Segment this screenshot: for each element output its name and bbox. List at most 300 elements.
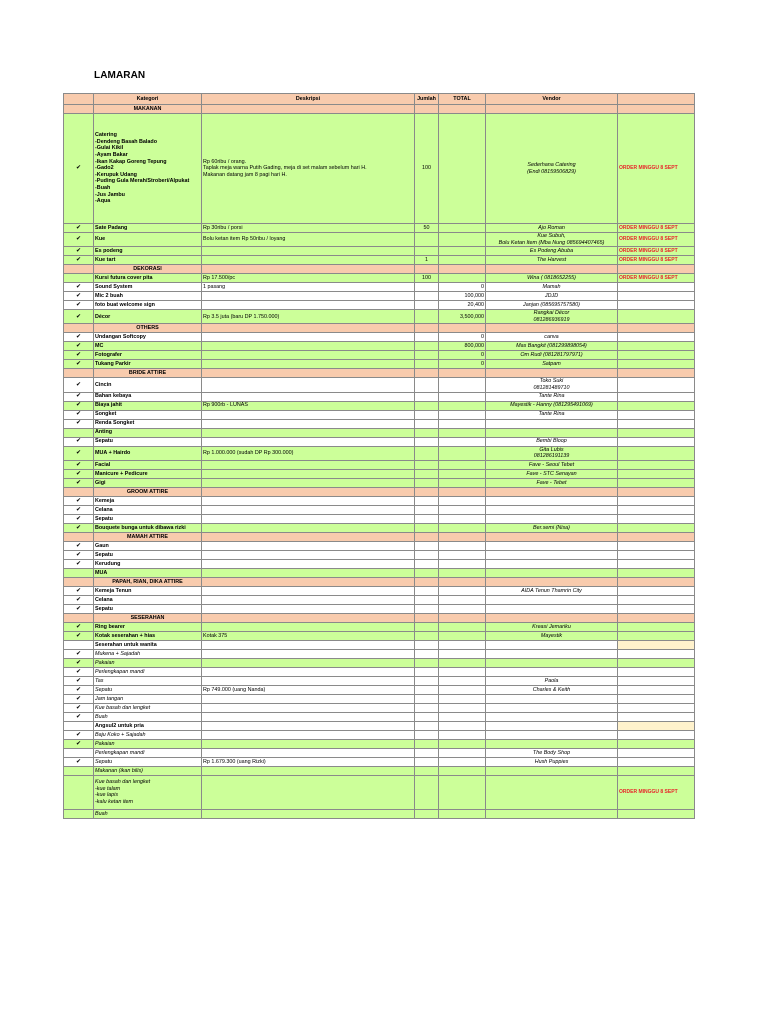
empty-cell	[202, 613, 415, 622]
header-status	[618, 94, 695, 105]
check-cell	[64, 532, 94, 541]
row-kategori: Kue	[94, 233, 202, 247]
row-vendor	[486, 658, 618, 667]
check-icon: ✔	[64, 410, 94, 419]
row-total	[439, 256, 486, 265]
section-label: SESERAHAN	[94, 613, 202, 622]
row-deskripsi	[202, 256, 415, 265]
row-jumlah	[415, 757, 439, 766]
table-row	[64, 446, 695, 460]
row-jumlah	[415, 333, 439, 342]
row-total	[439, 775, 486, 809]
row-deskripsi	[202, 478, 415, 487]
row-vendor	[486, 559, 618, 568]
cell-line: -Buah	[95, 184, 111, 191]
empty-cell	[618, 105, 695, 114]
table-row	[64, 595, 695, 604]
row-vendor: Janjan (085695757580)	[486, 301, 618, 310]
row-deskripsi: Kotak 375	[202, 631, 415, 640]
row-total	[439, 604, 486, 613]
check-icon: ✔	[64, 351, 94, 360]
row-kategori: Sate Padang	[94, 224, 202, 233]
table-row	[64, 283, 695, 292]
row-total	[439, 748, 486, 757]
row-status	[618, 730, 695, 739]
table-row	[64, 514, 695, 523]
row-deskripsi	[202, 730, 415, 739]
header-total: TOTAL	[439, 94, 486, 105]
check-icon: ✔	[64, 292, 94, 301]
check-icon: ✔	[64, 703, 94, 712]
cell-line: -Puding Gula Merah/Stroberi/Alpukat	[95, 178, 190, 185]
table-row	[64, 378, 695, 392]
row-status: ORDER MINGGU 8 SEPT	[618, 247, 695, 256]
row-deskripsi	[202, 712, 415, 721]
check-icon: ✔	[64, 496, 94, 505]
row-status	[618, 703, 695, 712]
row-vendor: canva	[486, 333, 618, 342]
row-vendor: Es Podeng Abuba	[486, 247, 618, 256]
row-kategori: foto buat welcome sign	[94, 301, 202, 310]
row-jumlah	[415, 631, 439, 640]
check-icon: ✔	[64, 224, 94, 233]
check-icon: ✔	[64, 419, 94, 428]
row-status: ORDER MINGGU 8 SEPT	[618, 256, 695, 265]
table-row	[64, 631, 695, 640]
row-deskripsi	[202, 419, 415, 428]
check-icon: ✔	[64, 757, 94, 766]
row-total: 20,400	[439, 301, 486, 310]
row-jumlah: 100	[415, 114, 439, 224]
empty-cell	[486, 487, 618, 496]
row-kategori: MUA	[94, 568, 202, 577]
row-jumlah	[415, 775, 439, 809]
empty-cell	[202, 265, 415, 274]
table-row	[64, 342, 695, 351]
row-total	[439, 224, 486, 233]
table-row	[64, 640, 695, 649]
row-jumlah	[415, 559, 439, 568]
row-jumlah	[415, 351, 439, 360]
check-icon: ✔	[64, 658, 94, 667]
row-kategori: Sepatu	[94, 604, 202, 613]
row-status	[618, 541, 695, 550]
row-deskripsi	[202, 523, 415, 532]
row-vendor: Tante Rina	[486, 392, 618, 401]
row-kategori: Buah	[94, 809, 202, 818]
row-status	[618, 694, 695, 703]
row-total	[439, 649, 486, 658]
cell-line: -Kerupuk Udang	[95, 171, 137, 178]
row-kategori: Manicure + Pedicure	[94, 469, 202, 478]
check-icon	[64, 766, 94, 775]
row-deskripsi: 1 pasang	[202, 283, 415, 292]
row-jumlah	[415, 649, 439, 658]
table-row	[64, 505, 695, 514]
row-kategori: Es podeng	[94, 247, 202, 256]
row-status	[618, 446, 695, 460]
row-kategori: Sepatu	[94, 550, 202, 559]
row-total	[439, 274, 486, 283]
row-deskripsi	[202, 550, 415, 559]
table-row	[64, 333, 695, 342]
table-row	[64, 658, 695, 667]
check-icon: ✔	[64, 559, 94, 568]
table-row	[64, 460, 695, 469]
cell-line: -Ayam Bakar	[95, 152, 128, 159]
row-jumlah	[415, 360, 439, 369]
vendor-line: 081281489710	[533, 384, 570, 391]
row-status	[618, 649, 695, 658]
row-status	[618, 721, 695, 730]
empty-cell	[439, 369, 486, 378]
cell-line: -Dendeng Basah Balado	[95, 138, 158, 145]
row-deskripsi	[202, 292, 415, 301]
row-total	[439, 568, 486, 577]
row-status	[618, 586, 695, 595]
header-jumlah: Jumlah	[415, 94, 439, 105]
check-icon: ✔	[64, 541, 94, 550]
table-row	[64, 694, 695, 703]
section-label: DEKORASI	[94, 265, 202, 274]
row-total	[439, 233, 486, 247]
header-kategori: Kategori	[94, 94, 202, 105]
check-icon: ✔	[64, 604, 94, 613]
row-deskripsi	[202, 392, 415, 401]
row-deskripsi	[202, 766, 415, 775]
row-vendor: Hush Puppies	[486, 757, 618, 766]
row-jumlah	[415, 739, 439, 748]
row-kategori: Kerudung	[94, 559, 202, 568]
cell-line: Catering	[95, 132, 117, 139]
row-vendor	[486, 667, 618, 676]
table-row	[64, 410, 695, 419]
row-deskripsi	[202, 604, 415, 613]
section-label: MAMAH ATTIRE	[94, 532, 202, 541]
row-vendor	[486, 114, 618, 224]
row-vendor: Fave - Seoul Tebet	[486, 460, 618, 469]
check-icon: ✔	[64, 283, 94, 292]
row-deskripsi	[202, 586, 415, 595]
row-total: 100,000	[439, 292, 486, 301]
row-vendor	[486, 496, 618, 505]
row-jumlah	[415, 478, 439, 487]
row-deskripsi: Rp 1.679.300 (uang Rizki)	[202, 757, 415, 766]
row-status	[618, 604, 695, 613]
row-total	[439, 757, 486, 766]
row-jumlah	[415, 694, 439, 703]
empty-cell	[618, 532, 695, 541]
row-deskripsi	[202, 378, 415, 392]
row-vendor	[486, 775, 618, 809]
header-check	[64, 94, 94, 105]
row-total	[439, 460, 486, 469]
vendor-line: Kue Subuh,	[537, 233, 566, 239]
row-jumlah	[415, 310, 439, 324]
table-row	[64, 721, 695, 730]
empty-cell	[202, 369, 415, 378]
row-deskripsi	[202, 748, 415, 757]
row-jumlah	[415, 401, 439, 410]
row-deskripsi	[202, 342, 415, 351]
row-total	[439, 766, 486, 775]
row-kategori: Sepatu	[94, 437, 202, 446]
row-kategori: Celana	[94, 505, 202, 514]
row-kategori: Gigi	[94, 478, 202, 487]
row-deskripsi	[202, 541, 415, 550]
table-row	[64, 360, 695, 369]
row-total	[439, 446, 486, 460]
row-total	[439, 685, 486, 694]
row-status	[618, 410, 695, 419]
row-vendor: JDJD	[486, 292, 618, 301]
row-deskripsi	[202, 351, 415, 360]
row-kategori: Perlengkapan mandi	[94, 667, 202, 676]
section-label: OTHERS	[94, 324, 202, 333]
row-status	[618, 685, 695, 694]
catering-row	[64, 114, 695, 224]
row-status	[618, 478, 695, 487]
row-kategori: Angsul2 untuk pria	[94, 721, 202, 730]
row-jumlah: 100	[415, 274, 439, 283]
empty-cell	[439, 577, 486, 586]
check-icon	[64, 274, 94, 283]
row-deskripsi	[202, 333, 415, 342]
empty-cell	[439, 613, 486, 622]
check-cell	[64, 613, 94, 622]
row-jumlah	[415, 428, 439, 437]
check-icon: ✔	[64, 739, 94, 748]
row-status	[618, 419, 695, 428]
row-kategori: Facial	[94, 460, 202, 469]
row-total	[439, 586, 486, 595]
row-vendor: Ajo Roman	[486, 224, 618, 233]
header-deskripsi: Deskripsi	[202, 94, 415, 105]
row-jumlah	[415, 342, 439, 351]
cell-line: -Aqua	[95, 198, 111, 205]
row-vendor: AIDA Tenun Thamrin City	[486, 586, 618, 595]
table-row	[64, 496, 695, 505]
row-jumlah	[415, 233, 439, 247]
row-deskripsi	[202, 559, 415, 568]
row-total	[439, 514, 486, 523]
empty-cell	[486, 613, 618, 622]
row-jumlah	[415, 676, 439, 685]
check-icon: ✔	[64, 676, 94, 685]
row-vendor	[486, 310, 618, 324]
row-vendor: Paola	[486, 676, 618, 685]
row-vendor	[486, 739, 618, 748]
check-icon	[64, 640, 94, 649]
row-vendor: The Body Shop	[486, 748, 618, 757]
table-row	[64, 766, 695, 775]
check-icon: ✔	[64, 514, 94, 523]
row-vendor	[486, 604, 618, 613]
check-icon: ✔	[64, 247, 94, 256]
row-kategori: Perlengkapan mandi	[94, 748, 202, 757]
table-row	[64, 676, 695, 685]
check-icon: ✔	[64, 550, 94, 559]
row-status	[618, 568, 695, 577]
row-total	[439, 559, 486, 568]
table-row	[64, 247, 695, 256]
row-jumlah	[415, 568, 439, 577]
row-vendor: Mas Bangkit (081299898054)	[486, 342, 618, 351]
empty-cell	[202, 532, 415, 541]
section-row	[64, 532, 695, 541]
row-jumlah	[415, 378, 439, 392]
row-jumlah	[415, 685, 439, 694]
row-kategori: Kotak seserahan + hias	[94, 631, 202, 640]
table-row	[64, 301, 695, 310]
row-kategori: Songket	[94, 410, 202, 419]
table-row	[64, 739, 695, 748]
row-deskripsi	[202, 469, 415, 478]
row-total: 800,000	[439, 342, 486, 351]
row-status	[618, 333, 695, 342]
row-deskripsi	[202, 505, 415, 514]
check-icon: ✔	[64, 437, 94, 446]
row-status	[618, 392, 695, 401]
row-status	[618, 667, 695, 676]
table-row	[64, 274, 695, 283]
row-status	[618, 523, 695, 532]
row-total	[439, 496, 486, 505]
row-jumlah	[415, 523, 439, 532]
row-kategori: Sepatu	[94, 757, 202, 766]
check-icon: ✔	[64, 667, 94, 676]
row-vendor	[486, 419, 618, 428]
check-icon: ✔	[64, 310, 94, 324]
row-jumlah	[415, 446, 439, 460]
check-icon: ✔	[64, 694, 94, 703]
empty-cell	[439, 487, 486, 496]
check-icon: ✔	[64, 460, 94, 469]
row-kategori: Undangan Softcopy	[94, 333, 202, 342]
table-row	[64, 730, 695, 739]
row-vendor	[486, 568, 618, 577]
row-kategori: Kursi futura cover pita	[94, 274, 202, 283]
row-deskripsi	[202, 247, 415, 256]
section-row	[64, 105, 695, 114]
table-row	[64, 712, 695, 721]
row-total	[439, 631, 486, 640]
row-deskripsi	[202, 739, 415, 748]
check-icon	[64, 748, 94, 757]
table-row	[64, 224, 695, 233]
row-deskripsi	[202, 721, 415, 730]
row-status: ORDER MINGGU 8 SEPT	[618, 775, 695, 809]
row-status	[618, 342, 695, 351]
table-row	[64, 586, 695, 595]
row-kategori	[94, 775, 202, 809]
row-total	[439, 667, 486, 676]
check-icon: ✔	[64, 631, 94, 640]
cell-line: Sederhana Catering	[527, 161, 576, 168]
row-total	[439, 478, 486, 487]
row-kategori: Tas	[94, 676, 202, 685]
cell-line: Kue basah dan lengket	[95, 779, 151, 786]
empty-cell	[202, 324, 415, 333]
check-icon: ✔	[64, 523, 94, 532]
row-deskripsi	[202, 694, 415, 703]
cell-line: -kalu ketan item	[95, 798, 134, 805]
vendor-line: 081286936919	[533, 316, 570, 323]
row-jumlah	[415, 721, 439, 730]
row-total	[439, 428, 486, 437]
row-total	[439, 541, 486, 550]
check-icon: ✔	[64, 505, 94, 514]
check-icon: ✔	[64, 469, 94, 478]
row-status	[618, 437, 695, 446]
check-icon: ✔	[64, 649, 94, 658]
section-row	[64, 369, 695, 378]
row-status	[618, 559, 695, 568]
check-icon: ✔	[64, 233, 94, 247]
row-kategori: MUA + Hairdo	[94, 446, 202, 460]
empty-cell	[618, 369, 695, 378]
empty-cell	[439, 532, 486, 541]
row-status	[618, 401, 695, 410]
row-total	[439, 739, 486, 748]
row-total	[439, 595, 486, 604]
empty-cell	[415, 105, 439, 114]
check-icon: ✔	[64, 114, 94, 224]
empty-cell	[202, 105, 415, 114]
table-row	[64, 351, 695, 360]
row-vendor: Mamah	[486, 283, 618, 292]
row-total	[439, 401, 486, 410]
table-row	[64, 685, 695, 694]
row-kategori: Seserahan untuk wanita	[94, 640, 202, 649]
table-row	[64, 523, 695, 532]
row-deskripsi	[202, 360, 415, 369]
row-kategori: Pakaian	[94, 739, 202, 748]
table-row	[64, 809, 695, 818]
table-row	[64, 419, 695, 428]
table-row	[64, 478, 695, 487]
check-icon: ✔	[64, 378, 94, 392]
empty-cell	[415, 532, 439, 541]
row-vendor: The Harvest	[486, 256, 618, 265]
empty-cell	[415, 369, 439, 378]
row-kategori: Renda Songket	[94, 419, 202, 428]
row-status	[618, 676, 695, 685]
row-deskripsi	[202, 640, 415, 649]
row-vendor: Mayestik	[486, 631, 618, 640]
row-kategori: Anting	[94, 428, 202, 437]
row-status: ORDER MINGGU 8 SEPT	[618, 233, 695, 247]
empty-cell	[618, 613, 695, 622]
row-deskripsi: Rp 3.5 juta (baru DP 1.750.000)	[202, 310, 415, 324]
row-status	[618, 428, 695, 437]
table-row	[64, 437, 695, 446]
row-status	[618, 460, 695, 469]
check-cell	[64, 369, 94, 378]
empty-cell	[415, 265, 439, 274]
check-icon: ✔	[64, 360, 94, 369]
row-total	[439, 721, 486, 730]
table-row	[64, 703, 695, 712]
row-jumlah	[415, 766, 439, 775]
row-vendor	[486, 446, 618, 460]
row-vendor	[486, 712, 618, 721]
vendor-line: Toko Suki	[539, 378, 564, 385]
table-row	[64, 604, 695, 613]
row-jumlah	[415, 410, 439, 419]
row-vendor: Satpam	[486, 360, 618, 369]
row-vendor	[486, 428, 618, 437]
